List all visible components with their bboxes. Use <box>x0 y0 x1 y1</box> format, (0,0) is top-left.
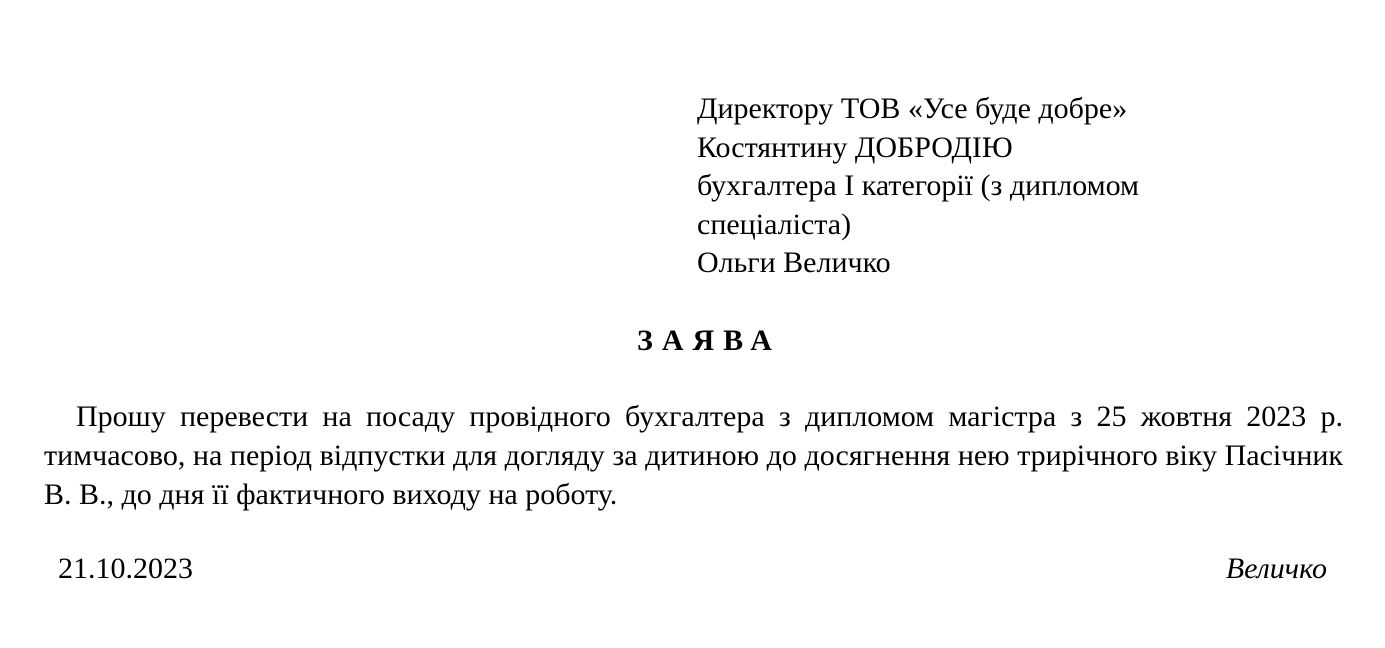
addressee-line-applicant-position-cont: спеціаліста) <box>697 207 852 241</box>
application-date: 21.10.2023 <box>58 552 193 585</box>
document-title: ЗАЯВА <box>637 324 781 357</box>
application-body: Прошу перевести на посаду провідного бухгалтера з дипломом магістра з 25 жовтня 2023 р. тимчасово, на період відпустки для догляду за дитиною до досягнення нею трирічного віку Пасічник В. В., до дня її фактичного виходу на роботу. <box>44 400 1343 511</box>
signature: Величко <box>1225 552 1327 585</box>
addressee-line-name: Костянтину ДОБРОДІЮ <box>697 130 1013 164</box>
addressee-block <box>697 90 1257 283</box>
addressee-line-applicant-name: Ольги Величко <box>697 246 891 279</box>
addressee-line-director: Директору ТОВ «Усе буде добре» <box>697 92 1128 125</box>
addressee-line-applicant-position: бухгалтера I категорії (з дипломом <box>697 169 1140 202</box>
